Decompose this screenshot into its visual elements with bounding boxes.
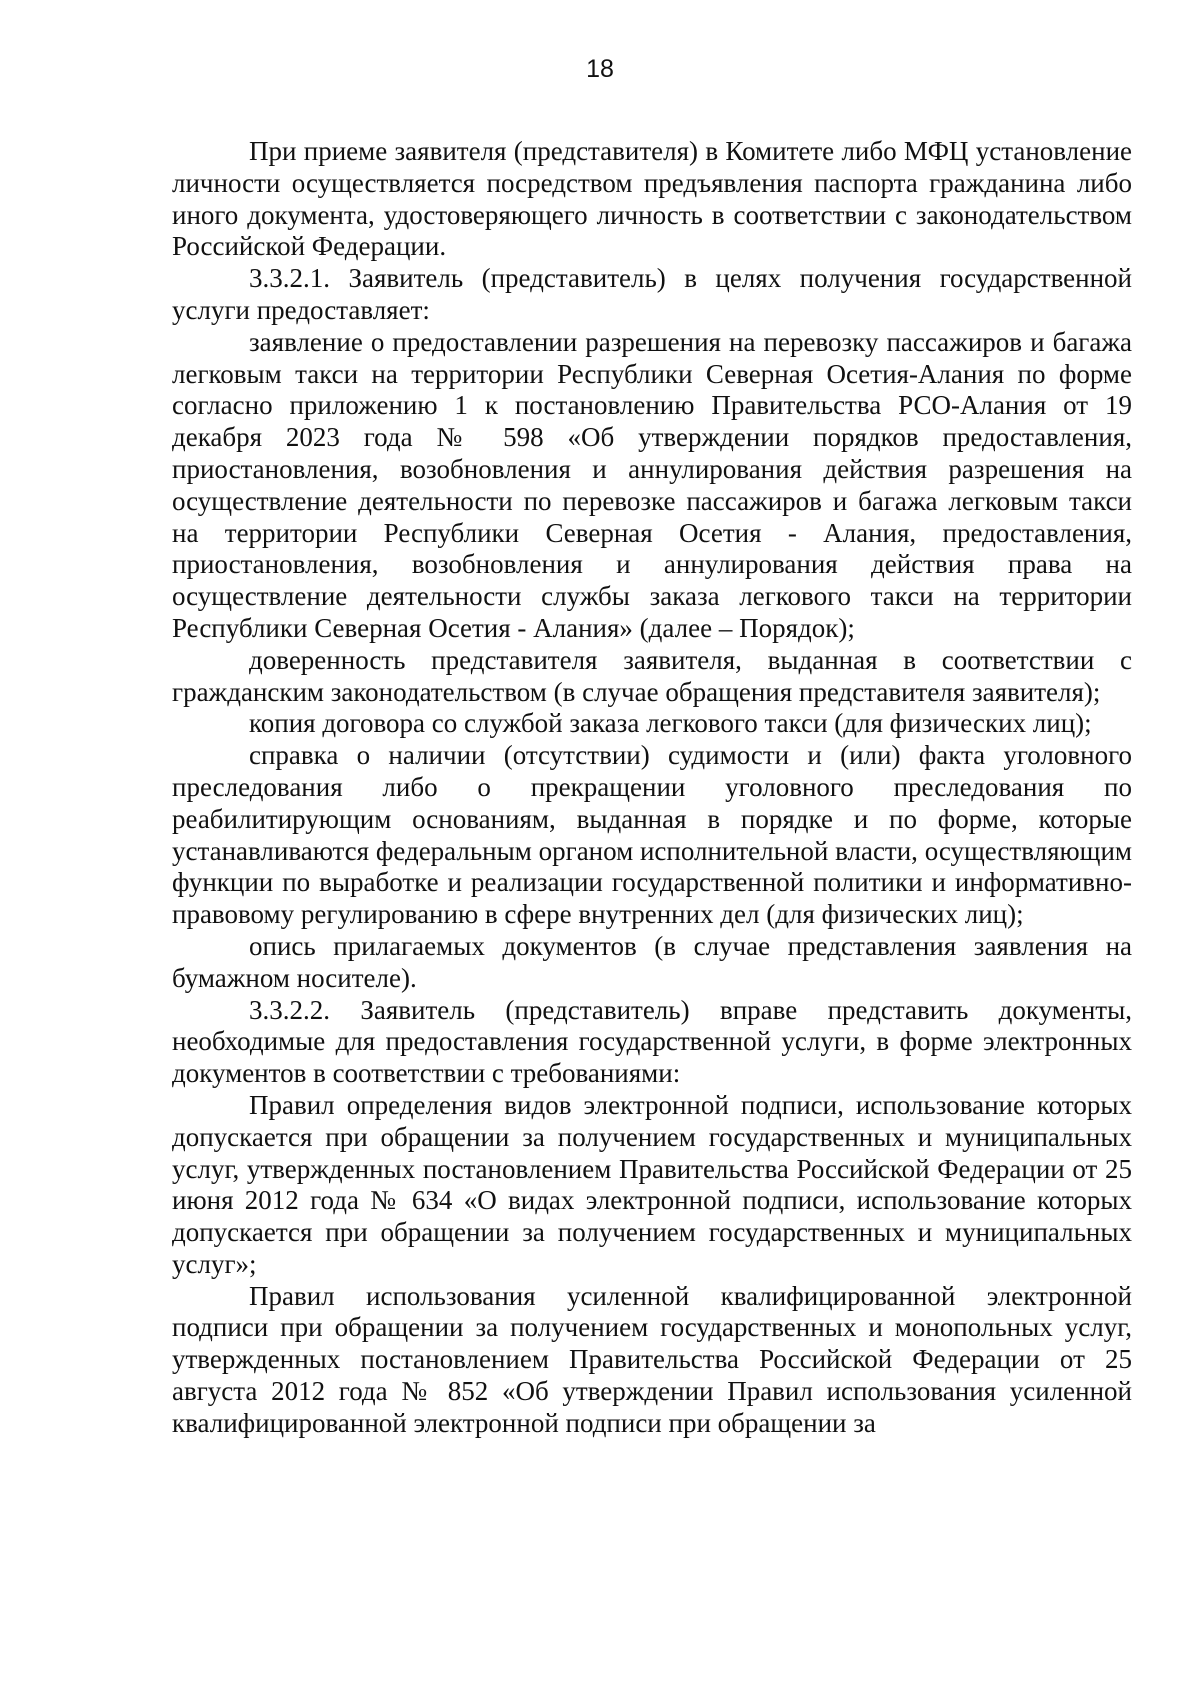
list-item-rules-852: Правил использования усиленной квалифицированной электронной подписи при обращении за получением государственных и монопольных услуг, утвержденных постановлением Правительства Российской Федерации от 25 августа 2012 года № 852 «Об утверждении Правил использования усиленной квалифицированной электронной подписи при обращении за bbox=[172, 1280, 1132, 1438]
list-item-documents-inventory: опись прилагаемых документов (в случае представления заявления на бумажном носителе). bbox=[172, 930, 1132, 993]
page-number: 18 bbox=[586, 55, 614, 83]
list-item-application: заявление о предоставлении разрешения на перевозку пассажиров и багажа легковым такси на территории Республики Северная Осетия-Алания по форме согласно приложению 1 к постановлению Правительства РСО-Алания от 19 декабря 2023 года № 598 «Об утверждении порядков предоставления, приостановления, возобновления и аннулирования действия разрешения на осуществление деятельности по перевозке пассажиров и багажа легковым такси на территории Республики Северная Осетия - Алания, предоставления, приостановления, возобновления и аннулирования действия права на осуществление деятельности службы заказа легкового такси на территории Республики Северная Осетия - Алания» (далее – Порядок); bbox=[172, 326, 1132, 643]
list-item-rules-634: Правил определения видов электронной подписи, использование которых допускается при обращении за получением государственных и муниципальных услуг, утвержденных постановлением Правительства Российской Федерации от 25 июня 2012 года № 634 «О видах электронной подписи, использование которых допускается при обращении за получением государственных и муниципальных услуг»; bbox=[172, 1089, 1132, 1279]
paragraph-identity-verification: При приеме заявителя (представителя) в Комитете либо МФЦ установление личности осуществляется посредством предъявления паспорта гражданина либо иного документа, удостоверяющего личность в соответствии с законодательством Российской Федерации. bbox=[172, 136, 1132, 262]
document-body bbox=[172, 136, 1132, 1440]
list-item-criminal-record-certificate: справка о наличии (отсутствии) судимости и (или) факта уголовного преследования либо о прекращении уголовного преследования по реабилитирующим основаниям, выданная в порядке и по форме, которые устанавливаются федеральным органом исполнительной власти, осуществляющим функции по выработке и реализации государственной политики и информативно-правовому регулированию в сфере внутренних дел (для физических лиц); bbox=[172, 740, 1132, 930]
paragraph-3-3-2-2: 3.3.2.2. Заявитель (представитель) вправе представить документы, необходимые для предоставления государственной услуги, в форме электронных документов в соответствии с требованиями: bbox=[172, 994, 1132, 1089]
list-item-contract-copy: копия договора со службой заказа легкового такси (для физических лиц); bbox=[249, 708, 1092, 739]
list-item-power-of-attorney: доверенность представителя заявителя, выданная в соответствии с гражданским законодательством (в случае обращения представителя заявителя); bbox=[172, 644, 1132, 707]
paragraph-3-3-2-1: 3.3.2.1. Заявитель (представитель) в целях получения государственной услуги предоставляет: bbox=[172, 263, 1132, 325]
